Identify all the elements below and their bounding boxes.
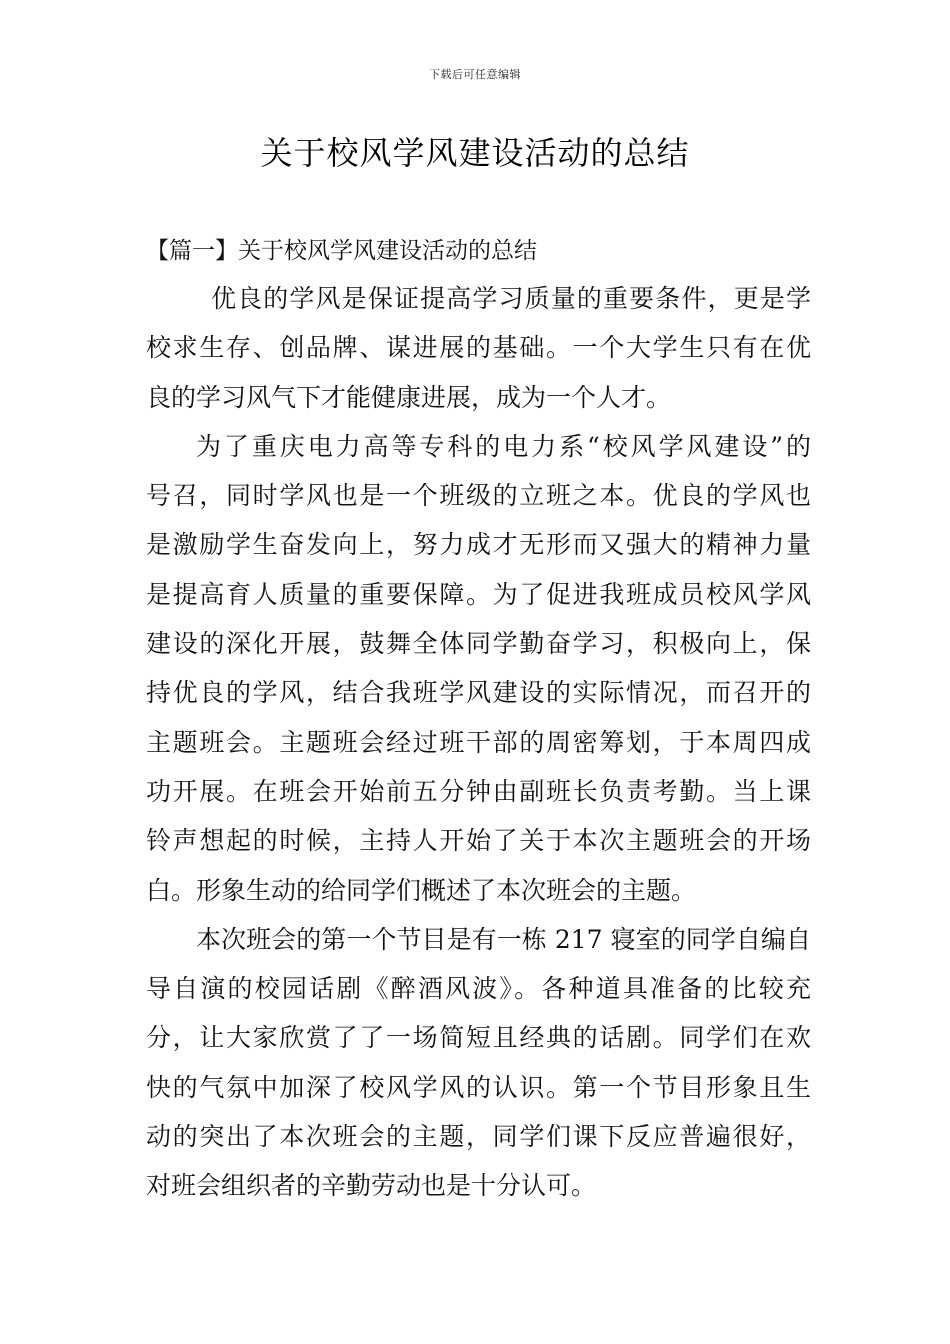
- header-note: 下载后可任意编辑: [429, 68, 521, 81]
- section-heading: 【篇一】关于校风学风建设活动的总结: [146, 238, 537, 264]
- document-body: [146, 228, 811, 1211]
- paragraph-line: 为了重庆电力高等专科的电力系“校风学风建设”的: [196, 431, 811, 461]
- paragraph-line: 建设的深化开展，鼓舞全体同学勤奋学习，积极向上，保: [146, 629, 811, 659]
- paragraph-line: 功开展。在班会开始前五分钟由副班长负责考勤。当上课: [146, 776, 811, 806]
- paragraph-line: 本次班会的第一个节目是有一栋 217 寝室的同学自编自: [196, 924, 811, 954]
- paragraph-line: 是提高育人质量的重要保障。为了促进我班成员校风学风: [146, 579, 811, 609]
- paragraph-1: [146, 274, 811, 422]
- paragraph-line: 对班会组织者的辛勤劳动也是十分认可。: [146, 1171, 597, 1201]
- paragraph-line: 导自演的校园话剧《醉酒风波》。各种道具准备的比较充: [146, 974, 811, 1004]
- paragraph-line: 动的突出了本次班会的主题，同学们课下反应普遍很好，: [146, 1122, 811, 1152]
- paragraph-3: [146, 915, 811, 1211]
- paragraph-line: 持优良的学风，结合我班学风建设的实际情况，而召开的: [146, 678, 811, 708]
- paragraph-line: 分，让大家欣赏了了一场简短且经典的话剧。同学们在欢: [146, 1023, 811, 1053]
- paragraph-line: 校求生存、创品牌、谋进展的基础。一个大学生只有在优: [146, 333, 811, 363]
- paragraph-line: 是激励学生奋发向上，努力成才无形而又强大的精神力量: [146, 530, 811, 560]
- paragraph-line: 良的学习风气下才能健康进展，成为一个人才。: [146, 382, 672, 412]
- paragraph-line: 快的气氛中加深了校风学风的认识。第一个节目形象且生: [146, 1072, 811, 1102]
- paragraph-line: 优良的学风是保证提高学习质量的重要条件，更是学: [211, 284, 811, 313]
- paragraph-line: 白。形象生动的给同学们概述了本次班会的主题。: [146, 875, 697, 905]
- paragraph-line: 铃声想起的时候，主持人开始了关于本次主题班会的开场: [146, 826, 811, 856]
- paragraph-2: [146, 422, 811, 915]
- paragraph-line: 主题班会。主题班会经过班干部的周密筹划，于本周四成: [146, 727, 811, 757]
- paragraph-line: 号召，同时学风也是一个班级的立班之本。优良的学风也: [146, 481, 811, 511]
- document-title: 关于校风学风建设活动的总结: [260, 134, 690, 172]
